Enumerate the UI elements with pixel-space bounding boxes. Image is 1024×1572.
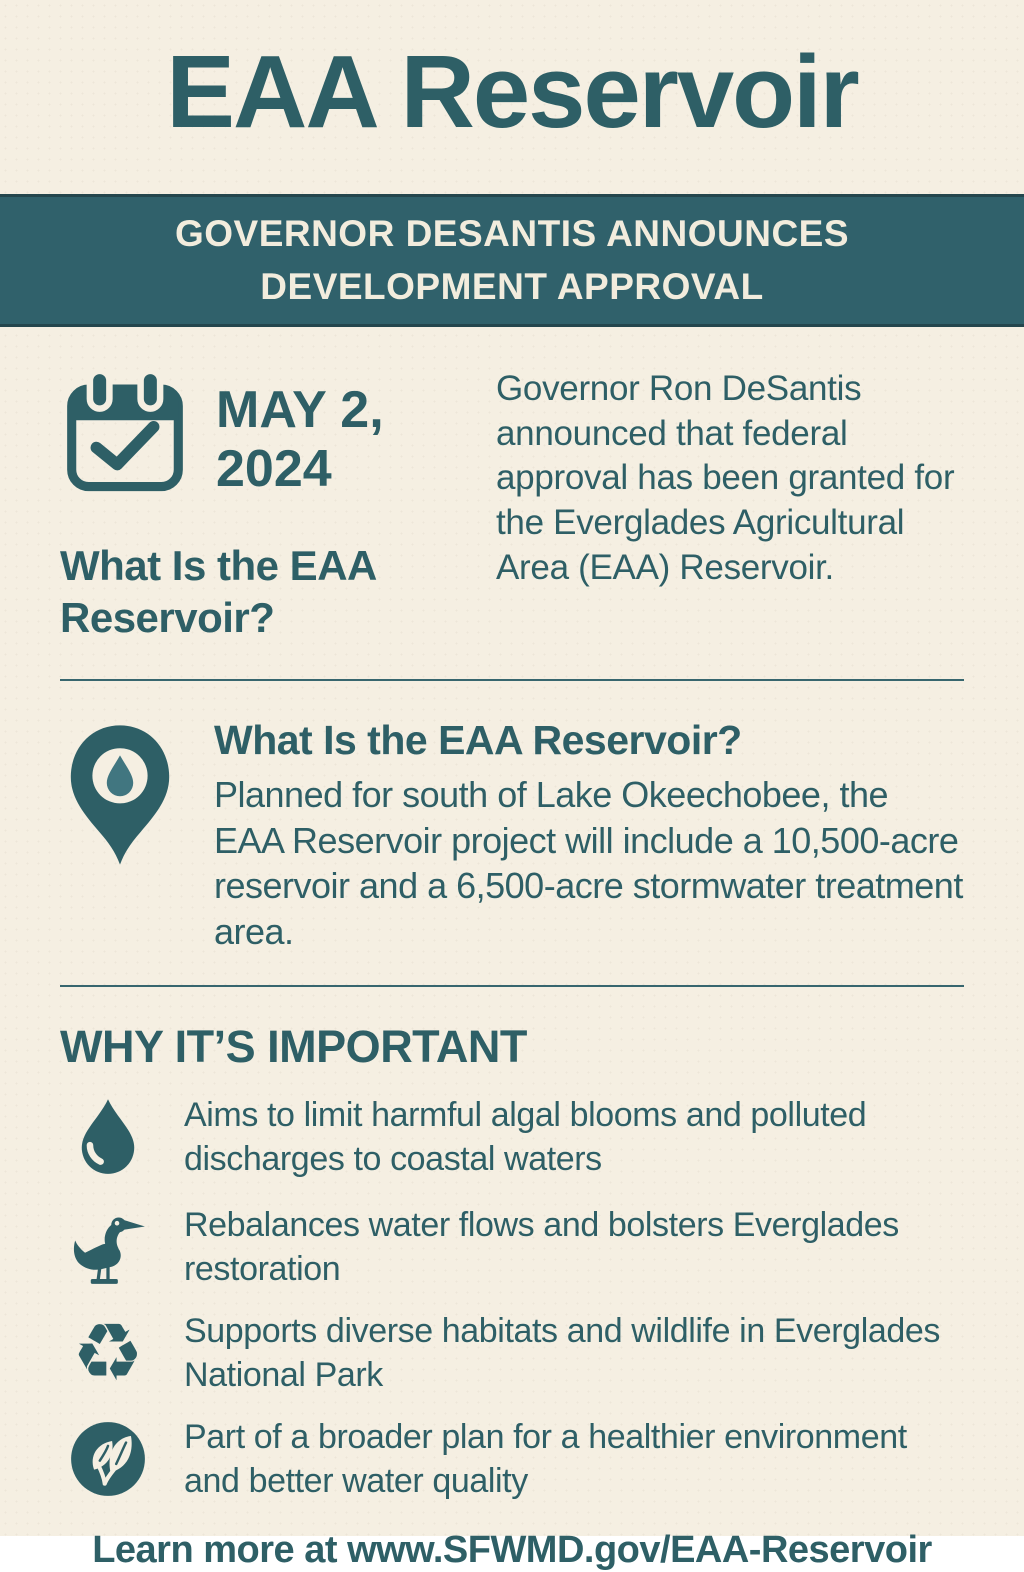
page-title: EAA Reservoir xyxy=(166,34,858,149)
footer-url: Learn more at www.SFWMD.gov/EAA-Reservoir xyxy=(92,1529,932,1572)
banner-line-1: GOVERNOR DESANTIS ANNOUNCES xyxy=(174,212,850,254)
left-question-heading: What Is the EAA Reservoir? xyxy=(60,542,376,641)
wading-bird-icon xyxy=(60,1199,156,1295)
why-bullet-list xyxy=(60,1089,964,1507)
banner-line-2: DEVELOPMENT APPROVAL xyxy=(260,266,764,308)
bullet-text: Rebalances water flows and bolsters Everglades restoration xyxy=(184,1205,899,1288)
announcement-section xyxy=(60,367,964,643)
what-heading: What Is the EAA Reservoir? xyxy=(214,716,742,763)
announcement-date: MAY 2, 2024 xyxy=(216,380,384,498)
list-item xyxy=(60,1089,964,1185)
bullet-text: Supports diverse habitats and wildlife in Everglades National Park xyxy=(184,1311,940,1394)
announcement-body: Governor Ron DeSantis announced that federal approval has been granted for the Everglades Agricultural Area (EAA) Reservoir. xyxy=(496,368,955,588)
what-section xyxy=(60,717,964,955)
content-area xyxy=(0,327,1024,1572)
divider xyxy=(60,985,964,987)
announcement-banner xyxy=(0,194,1024,327)
list-item xyxy=(60,1199,964,1295)
list-item xyxy=(60,1411,964,1507)
recycle-icon: ♻ xyxy=(72,1306,144,1399)
what-body: Planned for south of Lake Okeechobee, the EAA Reservoir project will include a 10,500-acre reservoir and a 6,500-acre stormwater treatment area. xyxy=(214,773,963,953)
bullet-text: Part of a broader plan for a healthier environment and better water quality xyxy=(184,1418,907,1501)
map-pin-droplet-icon xyxy=(60,723,180,873)
why-heading: WHY IT’S IMPORTANT xyxy=(60,1020,527,1072)
water-drop-icon xyxy=(60,1089,156,1185)
leaf-sprout-icon xyxy=(60,1411,156,1507)
calendar-check-icon xyxy=(60,367,190,497)
divider xyxy=(60,679,964,681)
bullet-text: Aims to limit harmful algal blooms and polluted discharges to coastal waters xyxy=(184,1095,867,1178)
list-item xyxy=(60,1306,964,1399)
